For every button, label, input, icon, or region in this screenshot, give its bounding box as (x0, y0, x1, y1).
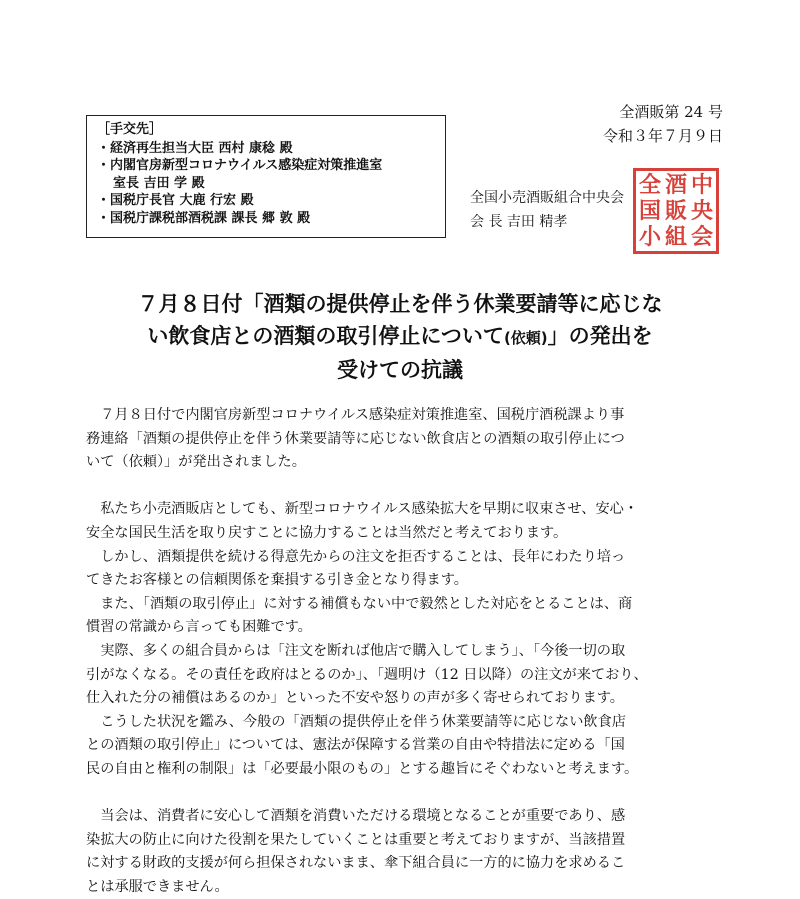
body-line (86, 711, 726, 735)
title-line-2-a: い飲食店との酒類の取引停止について (147, 324, 504, 348)
seal-char: 国 (638, 198, 661, 224)
seal-char: 全 (638, 172, 661, 198)
sender-block (470, 186, 624, 234)
paragraph-gap (86, 782, 726, 806)
sender-organization: 全国小売酒販組合中央会 (470, 190, 624, 206)
body-line: 慣習の常識から言っても困難です。 (86, 619, 312, 636)
body-line-text: しかし、酒類提供を続ける得意先からの注文を拒否することは、長年にわたり培っ (100, 548, 626, 565)
body-line: に対する財政的支援が何ら担保されないまま、傘下組合員に一方的に協力を求めるこ (86, 855, 626, 872)
body-line (86, 640, 726, 664)
title-line-2-small: (依頼) (503, 329, 548, 347)
body-line: 引がなくなる。その責任を政府はとるのか」、「週明け（12 日以降）の注文が来ており、 (86, 666, 648, 683)
sender-name: 会 長 吉田 精孝 (470, 214, 568, 230)
document-title (60, 288, 740, 386)
seal-char: 組 (664, 224, 687, 250)
body-line-text: また、「酒類の取引停止」に対する補償もない中で毅然とした対応をとることは、商 (100, 595, 633, 612)
seal-char: 央 (690, 198, 713, 224)
recipient-item: ・内閣官房新型コロナウイルス感染症対策推進室 (97, 158, 383, 173)
body-line (86, 805, 726, 829)
recipient-item: ・国税庁課税部酒税課 課長 郷 敦 殿 (97, 210, 311, 226)
official-seal-stamp (633, 168, 719, 254)
body-line (86, 546, 726, 570)
document-header (585, 100, 723, 148)
body-line-text: 実際、多くの組合員からは「注文を断れば他店で購入してしまう」、「今後一切の取 (100, 642, 626, 659)
title-line-1: ７月８日付「酒類の提供停止を伴う休業要請等に応じな (137, 292, 663, 316)
body-line-text: こうした状況を鑑み、今般の「酒類の提供停止を伴う休業要請等に応じない飲食店 (100, 713, 626, 730)
body-line: 仕入れた分の補償はあるのか」といった不安や怒りの声が多く寄せられております。 (86, 690, 624, 707)
body-line: 安全な国民生活を取り戻すことに協力することは当然だと考えております。 (86, 524, 568, 541)
body-line-text: 私たち小売酒販店としても、新型コロナウイルス感染拡大を早期に収束させ、安心・ (100, 501, 639, 518)
body-line: 民の自由と権利の制限」は「必要最小限のもの」とする趣旨にそぐわないと考えます。 (86, 760, 639, 777)
body-line (86, 593, 726, 617)
document-body (86, 404, 726, 899)
recipient-item: ・国税庁長官 大鹿 行宏 殿 (97, 193, 254, 208)
seal-char: 中 (690, 172, 713, 198)
body-line: いて（依頼）」が発出されました。 (86, 454, 306, 471)
recipients-box (86, 115, 446, 238)
body-line (86, 404, 726, 428)
document-date: 令和３年７月９日 (602, 127, 723, 145)
seal-char: 販 (664, 198, 687, 224)
recipient-item: 室長 吉田 学 殿 (113, 175, 205, 191)
body-line: 務連絡「酒類の提供停止を伴う休業要請等に応じない飲食店との酒類の取引停止につ (86, 430, 625, 447)
body-line-text: 当会は、消費者に安心して酒類を消費いただける環境となることが重要であり、感 (100, 808, 626, 825)
body-line-text: ７月８日付で内閣官房新型コロナウイルス感染症対策推進室、国税庁酒税課より事 (100, 407, 625, 423)
body-line: との酒類の取引停止」については、憲法が保障する営業の自由や特措法に定める「国 (86, 737, 625, 754)
body-line: 染拡大の防止に向けた役割を果たしていくことは重要と考えておりますが、当該措置 (86, 831, 626, 848)
recipients-heading: ［手交先］ (97, 122, 163, 137)
paragraph-gap (86, 475, 726, 499)
seal-char: 会 (690, 224, 713, 250)
document-number: 全酒販第 24 号 (619, 103, 723, 121)
title-line-2 (60, 320, 740, 354)
body-line (86, 498, 726, 522)
body-line: とは承服できません。 (86, 878, 229, 895)
seal-char: 小 (638, 224, 661, 250)
title-line-3: 受けての抗議 (337, 358, 463, 382)
title-line-2-b: 」の発出を (547, 324, 653, 348)
body-line: てきたお客様との信頼関係を棄損する引き金となり得ます。 (86, 572, 468, 589)
seal-char: 酒 (664, 172, 687, 198)
recipient-item: ・経済再生担当大臣 西村 康稔 殿 (97, 140, 293, 156)
